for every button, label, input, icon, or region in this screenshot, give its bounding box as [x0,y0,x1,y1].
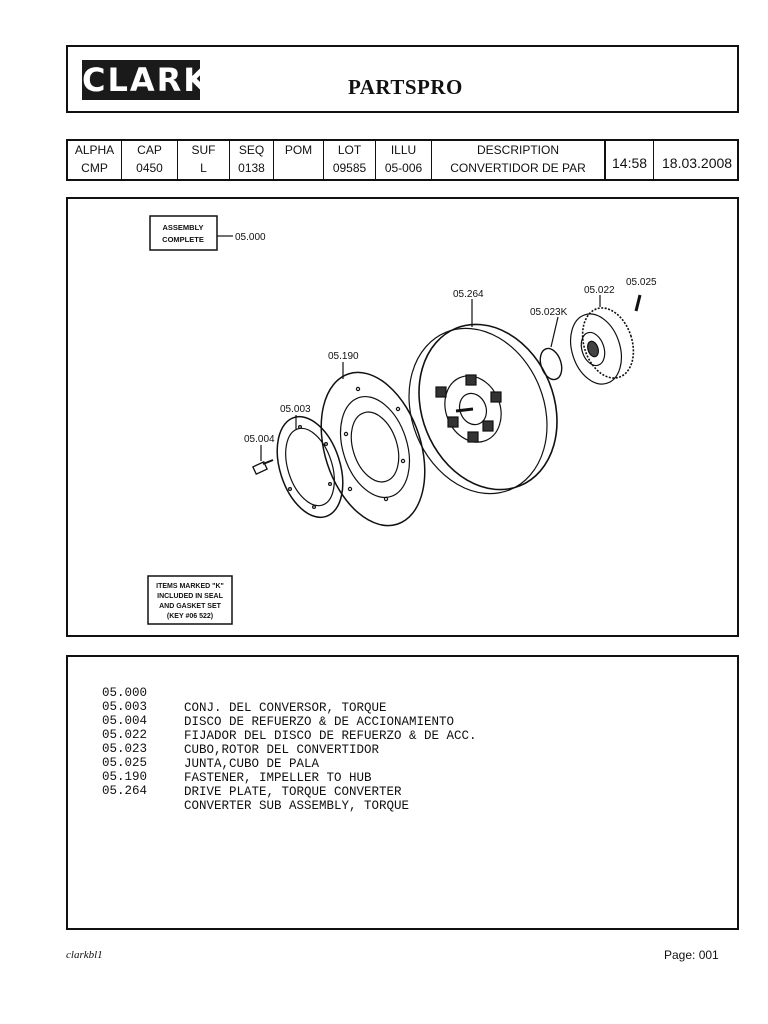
header-box [66,45,739,113]
leader-05-023k [551,317,558,347]
col-illu [376,141,432,179]
col-description-value: CONVERTIDOR DE PAR [450,161,586,175]
callout-05-190: 05.190 [328,351,359,362]
disc-fastener [253,460,273,474]
part-description: DISCO DE REFUERZO & DE ACCIONAMIENTO [184,715,455,729]
seal-note-line1: ITEMS MARKED "K" [156,583,224,590]
footer-doc-id: clarkbl1 [66,949,103,961]
col-alpha-value: CMP [81,161,108,175]
part-code: 05.003 [102,700,148,714]
o-ring-seal [537,346,566,383]
rotor-hub [562,301,642,390]
col-cap [122,141,178,179]
col-pom [274,141,324,179]
info-table [66,139,739,181]
part-code: 05.023 [102,742,148,756]
part-description: DRIVE PLATE, TORQUE CONVERTER [184,785,402,799]
clark-logo: CLARK [82,61,211,99]
converter-housing [385,303,581,514]
page-title: PARTSPRO [348,75,463,99]
seal-note-line4: (KEY #06 522) [166,613,214,620]
callout-05-023k: 05.023K [530,307,568,318]
assembly-note-line2: COMPLETE [162,235,204,244]
callout-05-025: 05.025 [626,277,657,288]
part-code: 05.000 [102,686,148,700]
part-description: FASTENER, IMPELLER TO HUB [184,771,372,785]
col-seq-value: 0138 [238,161,265,175]
part-code: 05.190 [102,770,148,784]
assembly-note-box [150,216,217,250]
col-alpha-header: ALPHA [74,143,115,157]
col-pom-header: POM [284,143,313,157]
col-description [432,141,606,179]
part-code: 05.022 [102,728,148,742]
col-cap-header: CAP [137,143,162,157]
col-lot-header: LOT [337,143,362,157]
col-description-header: DESCRIPTION [476,143,559,157]
callout-05-264: 05.264 [453,289,484,300]
col-illu-value: 05-006 [384,161,423,175]
time-cell [606,141,654,179]
callout-05-004: 05.004 [244,434,275,445]
col-alpha [68,141,122,179]
torque-converter-drawing [68,199,737,635]
time-value: 14:58 [612,155,648,171]
assembly-note-line1: ASSEMBLY [162,223,204,232]
part-description: CUBO,ROTOR DEL CONVERTIDOR [184,743,380,757]
part-description: JUNTA,CUBO DE PALA [184,757,320,771]
part-description: CONJ. DEL CONVERSOR, TORQUE [184,701,387,715]
seal-note-line3: AND GASKET SET [159,603,221,610]
col-seq [230,141,274,179]
col-seq-header: SEQ [238,143,265,157]
col-suf [178,141,230,179]
part-description: CONVERTER SUB ASSEMBLY, TORQUE [184,799,410,813]
col-suf-value: L [200,161,207,175]
date-value: 18.03.2008 [662,155,733,171]
part-code: 05.004 [102,714,148,728]
callout-05-000: 05.000 [235,232,266,243]
fastener-bolt [636,295,640,311]
col-cap-value: 0450 [136,161,163,175]
seal-note-line2: INCLUDED IN SEAL [157,593,223,600]
parts-list [66,655,739,930]
drive-plate [303,359,443,539]
part-code: 05.025 [102,756,148,770]
col-lot [324,141,376,179]
part-description: FIJADOR DEL DISCO DE REFUERZO & DE ACC. [184,729,477,743]
col-suf-header: SUF [191,143,216,157]
page-number: Page: 001 [664,948,719,962]
callout-05-003: 05.003 [280,404,311,415]
col-illu-header: ILLU [390,143,417,157]
callout-05-022: 05.022 [584,285,615,296]
exploded-diagram [66,197,739,637]
part-code: 05.264 [102,784,148,798]
col-lot-value: 09585 [332,161,367,175]
